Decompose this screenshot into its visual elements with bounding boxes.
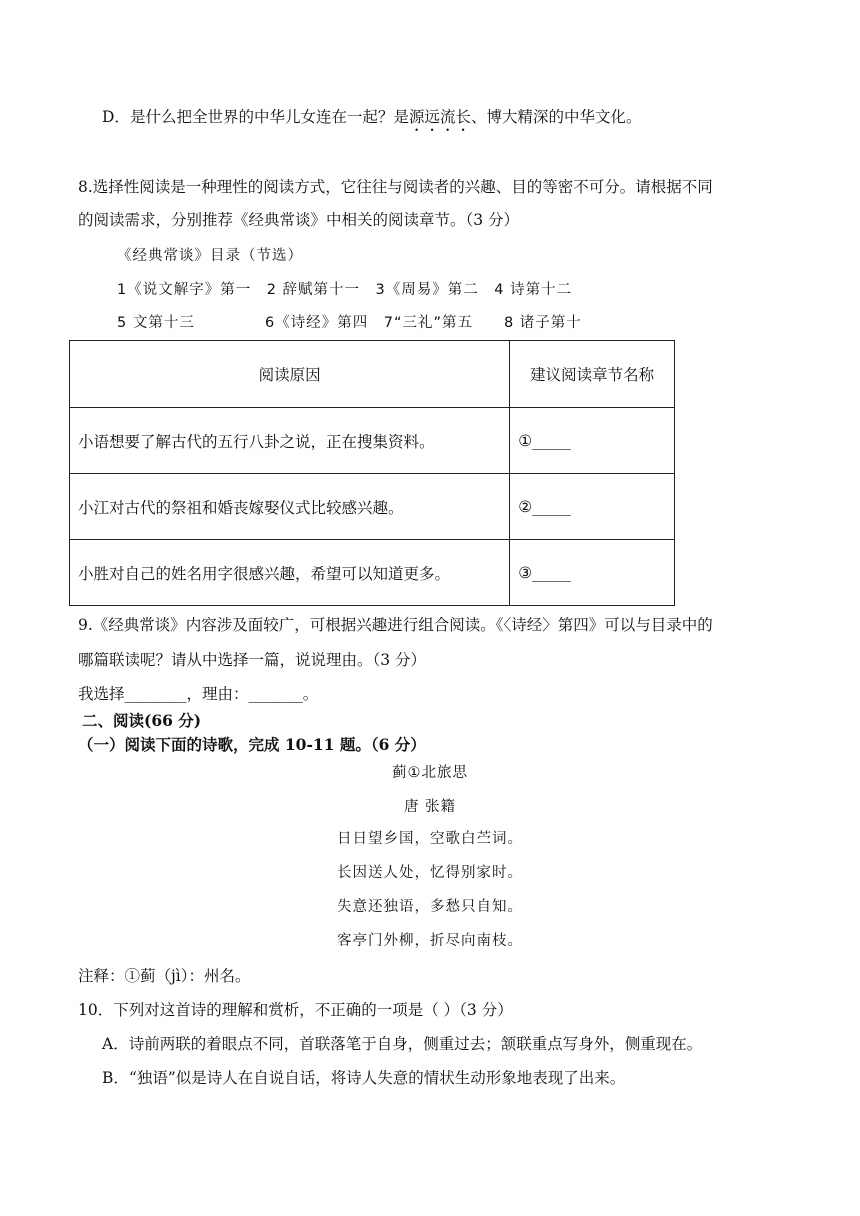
poem-title: 蓟①北旅思	[392, 765, 468, 781]
poem-line: 长因送人处，忆得别家时。	[337, 865, 523, 881]
q7-option-d	[102, 107, 641, 135]
toc-row-1: 1《说文解字》第一 2 辞赋第十一 3《周易》第二 4 诗第十二	[117, 282, 573, 298]
option-text-pre: 是什么把全世界的中华儿女连在一起？是	[129, 108, 409, 126]
answer-blank[interactable]: ②_____	[510, 474, 675, 540]
poem-note: 注释：①蓟（jì）：州名。	[78, 967, 251, 985]
option-label: D．	[102, 108, 130, 126]
toc-row-2a: 5 文第十三	[117, 315, 195, 331]
header-chapter: 建议阅读章节名称	[510, 341, 675, 408]
q9-line1: 9.《经典常谈》内容涉及面较广，可根据兴趣进行组合阅读。《〈诗经〉第四》可以与目录中的	[78, 616, 713, 634]
q9-answer-line[interactable]: 我选择________，理由：_______。	[78, 685, 319, 703]
table-header-row	[70, 341, 675, 408]
poem-line: 失意还独语，多愁只自知。	[337, 899, 523, 915]
q9-line2: 哪篇联读呢？请从中选择一篇，说说理由。（3 分）	[78, 651, 427, 669]
table-row	[70, 408, 675, 474]
table-row	[70, 540, 675, 606]
q10-option-b: B．“独语”似是诗人在自说自话，将诗人失意的情状生动形象地表现了出来。	[102, 1069, 626, 1087]
emphasized-phrase: 源远流长	[408, 108, 471, 126]
section-title: 二、阅读(66 分)	[82, 711, 202, 730]
table-row	[70, 474, 675, 540]
reading-table	[69, 340, 675, 606]
poem-author: 唐 张籍	[403, 799, 457, 815]
q8-stem-line1: 8.选择性阅读是一种理性的阅读方式，它往往与阅读者的兴趣、目的等密不可分。请根据不同	[78, 178, 713, 196]
toc-row-2b: 6《诗经》第四 7“三礼”第五 8 诸子第十	[265, 315, 582, 331]
q8-stem-line2: 的阅读需求，分别推荐《经典常谈》中相关的阅读章节。（3 分）	[78, 211, 520, 229]
toc-title: 《经典常谈》目录（节选）	[117, 248, 303, 264]
answer-blank[interactable]: ③_____	[510, 540, 675, 606]
answer-blank[interactable]: ①_____	[510, 408, 675, 474]
row-reason: 小语想要了解古代的五行八卦之说，正在搜集资料。	[70, 408, 510, 474]
row-reason: 小胜对自己的姓名用字很感兴趣，希望可以知道更多。	[70, 540, 510, 606]
option-text-post: 、博大精深的中华文化。	[470, 108, 642, 126]
q10-option-a: A．诗前两联的着眼点不同，首联落笔于自身，侧重过去；颔联重点写身外，侧重现在。	[102, 1035, 703, 1053]
header-reason: 阅读原因	[70, 341, 510, 408]
poem-line: 客亭门外柳，折尽向南枝。	[337, 933, 523, 949]
q10-stem: 10．下列对这首诗的理解和赏析，不正确的一项是（ ）（3 分）	[78, 1001, 513, 1019]
subsection-title: （一）阅读下面的诗歌，完成 10-11 题。（6 分）	[78, 735, 426, 754]
row-reason: 小江对古代的祭祖和婚丧嫁娶仪式比较感兴趣。	[70, 474, 510, 540]
poem-line: 日日望乡国，空歌白苎词。	[337, 831, 523, 847]
